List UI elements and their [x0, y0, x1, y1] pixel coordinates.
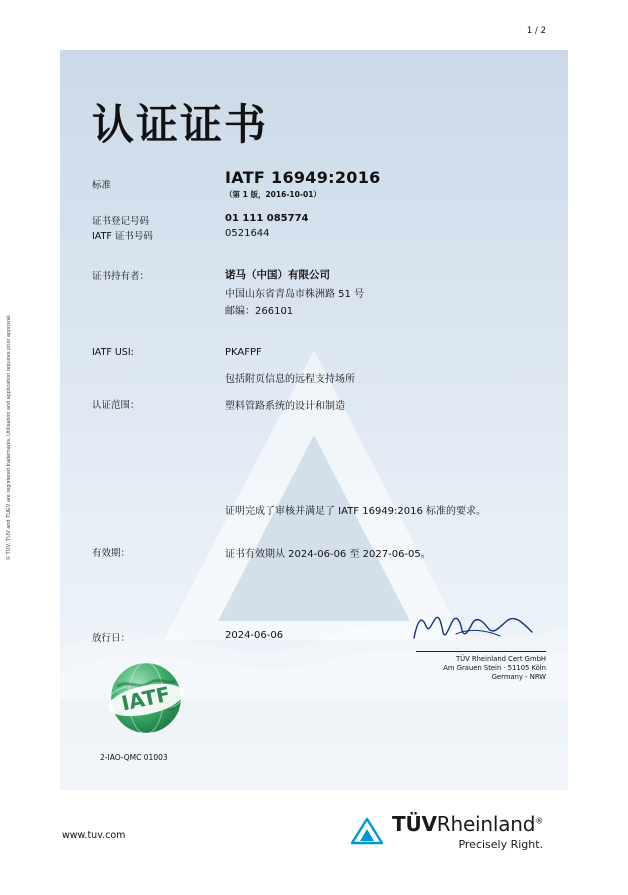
validity-value: 证书有效期从 2024-06-06 至 2027-06-05。 — [225, 549, 431, 560]
conformity-statement: 证明完成了审核并满足了 IATF 16949:2016 标准的要求。 — [225, 506, 487, 517]
standard-label: 标准 — [92, 180, 112, 191]
iatf-cert-no-label: IATF 证书号码 — [92, 231, 153, 242]
signature-country: Germany - NRW — [491, 673, 546, 682]
holder-name: 诺马（中国）有限公司 — [225, 269, 330, 281]
usi-note: 包括附页信息的远程支持场所 — [225, 374, 355, 385]
registration-value: 01 111 085774 — [225, 213, 309, 224]
holder-address: 中国山东省青岛市株洲路 51 号 — [225, 289, 365, 300]
usi-value: PKAFPF — [225, 347, 262, 358]
registration-label: 证书登记号码 — [92, 216, 150, 227]
standard-edition: （第 1 版，2016-10-01） — [225, 190, 321, 199]
signature-icon — [396, 610, 546, 644]
usi-label: IATF USI: — [92, 347, 134, 358]
footer-url[interactable]: www.tuv.com — [62, 830, 126, 841]
scope-label: 认证范围： — [92, 400, 140, 411]
tuv-wordmark-prefix: TÜV — [392, 812, 437, 836]
tuv-wordmark — [392, 812, 543, 836]
signature-rule — [416, 651, 546, 652]
holder-label: 证书持有者： — [92, 271, 150, 282]
tuv-tagline: Precisely Right. — [458, 838, 544, 851]
validity-label: 有效期： — [92, 548, 131, 559]
signature-block — [346, 610, 546, 683]
issue-date-value: 2024-06-06 — [225, 630, 284, 641]
iatf-cert-no-value: 0521644 — [225, 228, 270, 239]
document-code: 2-IAO-QMC 01003 — [100, 753, 168, 762]
signature-company: TÜV Rheinland Cert GmbH — [455, 655, 546, 663]
page-number: 1 / 2 — [526, 26, 546, 36]
issue-date-label: 放行日： — [92, 633, 131, 644]
tuv-triangle-icon — [350, 816, 384, 846]
standard-value: IATF 16949:2016 — [225, 168, 381, 187]
signature-address: Am Grauen Stein · 51105 Köln — [443, 664, 546, 673]
iatf-logo-text: IATF — [119, 681, 173, 716]
certificate-page — [60, 26, 568, 790]
watermark-triangle-icon — [164, 350, 464, 640]
watermark-triangle-inner-icon — [218, 435, 410, 621]
scope-value: 塑料管路系统的设计和制造 — [225, 401, 345, 412]
tuv-wordmark-suffix: Rheinland — [436, 812, 536, 836]
tuv-registered-mark: ® — [535, 816, 544, 826]
tuv-rheinland-logo — [350, 812, 543, 851]
holder-zip: 邮编：266101 — [225, 306, 294, 317]
certificate-title: 认证证书 — [92, 100, 269, 149]
iatf-globe-logo-icon — [98, 650, 194, 746]
side-legal-text: © TÜV, TUV and TUEV are registered trademarks. Utilisation and application requires prior approval. — [6, 314, 12, 560]
